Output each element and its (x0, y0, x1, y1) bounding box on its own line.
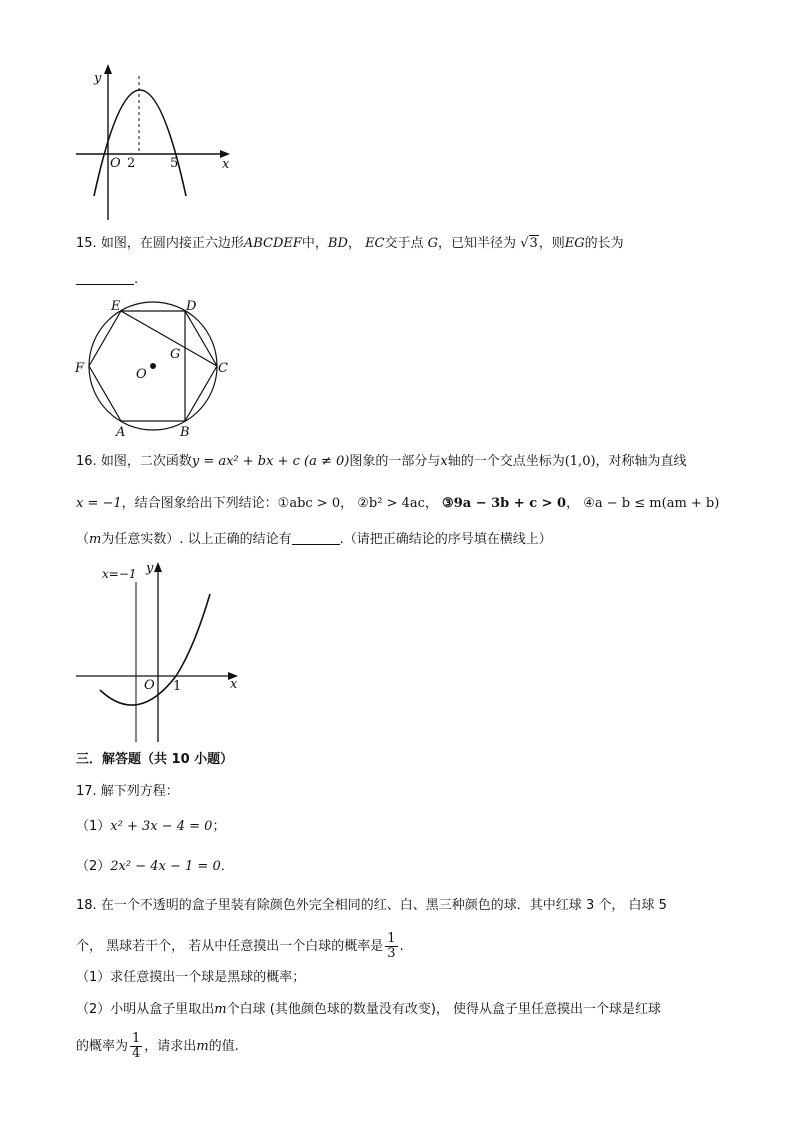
red-ball-probability: $\frac{1}{4}$ (132, 1031, 141, 1061)
q18-part1: （1）求任意摸出一个球是黑球的概率； (76, 970, 306, 985)
conclusion-4: ④a − b ≤ m(am + b) (583, 496, 720, 511)
center-o-label: O (136, 367, 147, 382)
segment-ec (121, 311, 217, 366)
y-axis-arrow (154, 562, 162, 572)
q17-equation-1: x² + 3x − 4 = 0 (110, 819, 213, 834)
white-ball-probability: $\frac{1}{3}$ (387, 931, 396, 961)
conclusion-2: ②b² > 4ac (357, 496, 425, 511)
x-axis-label: x (230, 677, 238, 692)
x-axis-label: x (222, 157, 230, 172)
vertex-b-label: B (180, 425, 190, 440)
q16-line2: x = −1，结合图象给出下列结论：①abc > 0， ②b² > 4ac， ③9a − 3b + c > 0， ④a − b ≤ m(am + b) (76, 496, 720, 511)
vertex-d-label: D (186, 299, 197, 314)
q18-part2: （2）小明从盒子里取出m个白球 (其他颜色球的数量没有改变)， 使得从盒子里任意摸出一个球是红球 (76, 1002, 662, 1017)
tick-1-label: 1 (173, 679, 182, 694)
q15-line1: 15. 如图，在圆内接正六边形ABCDEF中，BD， EC交于点 G，已知半径为 √3，则EG的长为 (76, 236, 624, 251)
quadratic-function: y = ax² + bx + c (a ≠ 0) (191, 454, 350, 469)
y-axis-arrow (104, 64, 112, 74)
vertex-e-label: E (111, 299, 121, 314)
q16-answer-blank (292, 530, 340, 545)
parabola-curve (100, 594, 210, 705)
point-g-label: G (170, 347, 181, 362)
symmetry-axis-equation: x = −1 (76, 496, 122, 511)
conclusion-1: ①abc > 0 (277, 496, 341, 511)
q16-parabola-figure (72, 560, 247, 745)
q14-parabola-figure (72, 62, 242, 227)
tick-5-label: 5 (170, 156, 179, 171)
intersection-point: (1,0) (564, 454, 596, 469)
q17-equation-2: 2x² − 4x − 1 = 0 (110, 859, 221, 874)
q15-answer-blank (76, 270, 134, 285)
q15-line2: . (76, 270, 138, 290)
vertex-a-label: A (116, 425, 126, 440)
q17-head: 17. 解下列方程： (76, 784, 179, 799)
radius-value: √3 (520, 236, 538, 251)
tick-2-label: 2 (127, 156, 136, 171)
q17-part1: （1）x² + 3x − 4 = 0； (76, 819, 226, 834)
q16-number: 16. (76, 454, 97, 469)
hexagon-name: ABCDEF (243, 236, 302, 251)
q16-line3: （m为任意实数）. 以上正确的结论有 .（请把正确结论的序号填在横线上） (76, 532, 552, 547)
vertex-c-label: C (218, 361, 228, 376)
symmetry-axis-label: x=−1 (102, 567, 137, 581)
q15-hexagon-figure (72, 296, 242, 442)
q15-number: 15. (76, 236, 97, 251)
y-axis-label: y (94, 71, 102, 86)
section-3-title: 三．解答题（共 10 小题） (76, 752, 234, 767)
q17-part2: （2）2x² − 4x − 1 = 0． (76, 859, 234, 874)
q18-line2: 个， 黑球若干个， 若从中任意摸出一个白球的概率是 $\frac{1}{3}$ . (76, 931, 404, 961)
origin-label: O (110, 156, 121, 171)
q18-line1: 18. 在一个不透明的盒子里装有除颜色外完全相同的红、白、黑三种颜色的球．其中红球 3 个， 白球 5 (76, 898, 667, 913)
q16-line1: 16. 如图，二次函数y = ax² + bx + c (a ≠ 0)图象的一部分与x轴的一个交点坐标为(1,0)，对称轴为直线 (76, 454, 687, 469)
center-point (150, 363, 156, 369)
y-axis-label: y (146, 561, 154, 576)
q18-line4: 的概率为 $\frac{1}{4}$ ，请求出m的值. (76, 1031, 239, 1061)
conclusion-3: ③9a − 3b + c > 0 (442, 496, 567, 511)
vertex-f-label: F (75, 361, 85, 376)
origin-label: O (144, 678, 155, 693)
